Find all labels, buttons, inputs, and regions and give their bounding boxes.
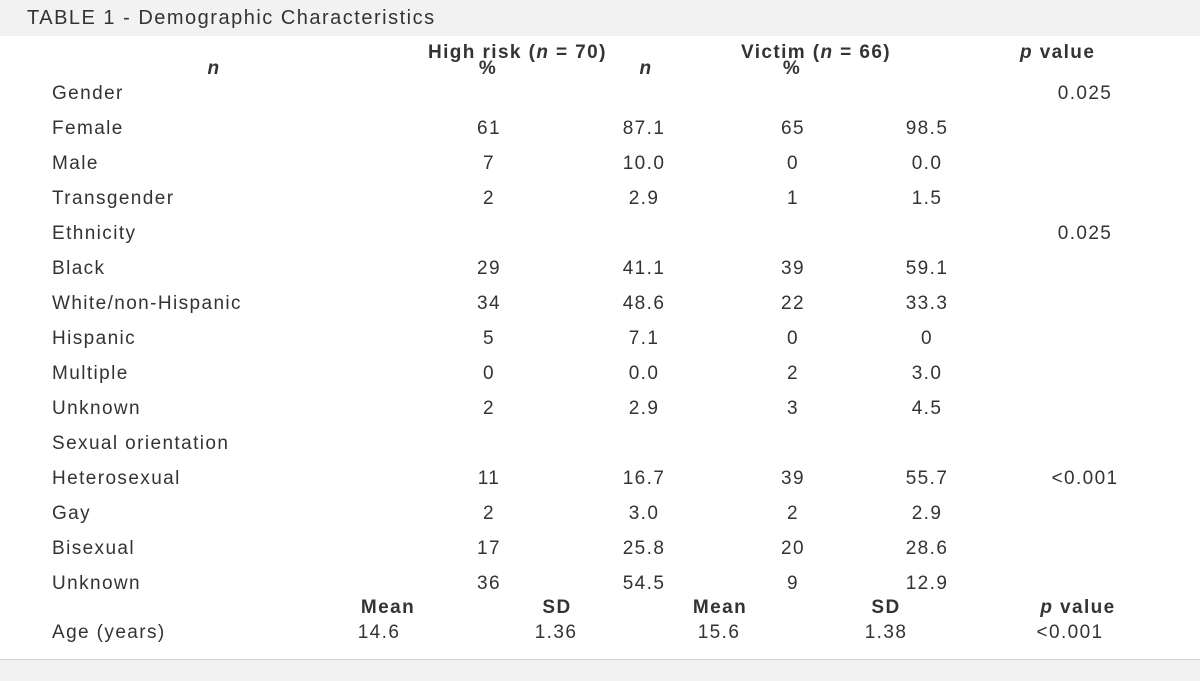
cell-victim-pct: 55.7: [905, 468, 949, 489]
table-title: TABLE 1 - Demographic Characteristics: [27, 7, 436, 29]
cell-high-risk-pct: 2.9: [628, 398, 660, 419]
age-sd-1: 1.36: [534, 622, 578, 643]
cell-high-risk-n: 61: [477, 118, 501, 139]
age-mean-1: 14.6: [357, 622, 401, 643]
header-group1: High risk (n = 70): [428, 42, 607, 63]
cell-victim-n: 20: [781, 538, 805, 559]
subheader-pct-1: %: [478, 58, 498, 79]
cell-high-risk-n: 7: [483, 153, 495, 174]
cell-victim-n: 39: [781, 258, 805, 279]
cell-high-risk-pct: 41.1: [622, 258, 666, 279]
row-label: Transgender: [52, 188, 175, 209]
cell-victim-n: 3: [787, 398, 799, 419]
row-label: Gay: [52, 503, 92, 524]
row-label: Hispanic: [52, 328, 137, 349]
cell-victim-n: 0: [787, 328, 799, 349]
bottom-bar: [0, 659, 1200, 681]
age-header-mean-1: Mean: [360, 597, 416, 618]
cell-victim-pct: 1.5: [911, 188, 943, 209]
header-n: n: [207, 58, 221, 79]
cell-high-risk-n: 36: [477, 573, 501, 594]
cell-high-risk-pct: 3.0: [628, 503, 660, 524]
subheader-pct-3: %: [782, 58, 802, 79]
age-label: Age (years): [52, 622, 166, 643]
cell-high-risk-n: 11: [477, 468, 501, 489]
cell-p-value: 0.025: [1057, 83, 1113, 104]
cell-p-value: 0.025: [1057, 223, 1113, 244]
age-header-p-value: p value: [1040, 597, 1116, 618]
cell-high-risk-n: 5: [483, 328, 495, 349]
cell-high-risk-n: 2: [483, 188, 495, 209]
row-label: Unknown: [52, 573, 142, 594]
cell-victim-pct: 2.9: [911, 503, 943, 524]
cell-victim-n: 22: [781, 293, 805, 314]
cell-high-risk-n: 34: [477, 293, 501, 314]
cell-victim-n: 2: [787, 363, 799, 384]
cell-victim-pct: 0.0: [911, 153, 943, 174]
cell-victim-pct: 12.9: [905, 573, 949, 594]
row-label: Gender: [52, 83, 124, 104]
row-label: Bisexual: [52, 538, 136, 559]
cell-high-risk-pct: 16.7: [622, 468, 666, 489]
title-bar: [0, 0, 1200, 36]
cell-high-risk-pct: 2.9: [628, 188, 660, 209]
cell-victim-pct: 33.3: [905, 293, 949, 314]
cell-high-risk-pct: 25.8: [622, 538, 666, 559]
age-sd-2: 1.38: [864, 622, 908, 643]
row-label: Black: [52, 258, 106, 279]
cell-high-risk-pct: 87.1: [622, 118, 666, 139]
cell-high-risk-n: 29: [477, 258, 501, 279]
header-group2: Victim (n = 66): [741, 42, 892, 63]
row-label: White/non-Hispanic: [52, 293, 242, 314]
age-mean-2: 15.6: [697, 622, 741, 643]
age-header-sd-1: SD: [542, 597, 572, 618]
cell-high-risk-pct: 7.1: [628, 328, 660, 349]
cell-high-risk-pct: 10.0: [622, 153, 666, 174]
cell-high-risk-n: 0: [483, 363, 495, 384]
row-label: Ethnicity: [52, 223, 137, 244]
age-header-mean-2: Mean: [692, 597, 748, 618]
row-label: Female: [52, 118, 124, 139]
row-label: Sexual orientation: [52, 433, 230, 454]
cell-victim-pct: 4.5: [911, 398, 943, 419]
cell-victim-n: 1: [787, 188, 799, 209]
cell-victim-pct: 28.6: [905, 538, 949, 559]
subheader-n-2: n: [639, 58, 653, 79]
cell-victim-n: 2: [787, 503, 799, 524]
cell-p-value: <0.001: [1051, 468, 1119, 489]
cell-high-risk-n: 2: [483, 503, 495, 524]
cell-victim-n: 39: [781, 468, 805, 489]
header-p-value: p value: [1020, 42, 1096, 63]
cell-victim-pct: 98.5: [905, 118, 949, 139]
cell-high-risk-pct: 0.0: [628, 363, 660, 384]
cell-victim-pct: 3.0: [911, 363, 943, 384]
cell-high-risk-pct: 54.5: [622, 573, 666, 594]
row-label: Multiple: [52, 363, 129, 384]
row-label: Unknown: [52, 398, 142, 419]
cell-victim-pct: 0: [921, 328, 933, 349]
cell-high-risk-pct: 48.6: [622, 293, 666, 314]
cell-victim-pct: 59.1: [905, 258, 949, 279]
cell-victim-n: 65: [781, 118, 805, 139]
age-p-value: <0.001: [1036, 622, 1104, 643]
cell-victim-n: 9: [787, 573, 799, 594]
cell-high-risk-n: 2: [483, 398, 495, 419]
age-header-sd-2: SD: [871, 597, 901, 618]
cell-high-risk-n: 17: [477, 538, 501, 559]
row-label: Heterosexual: [52, 468, 181, 489]
cell-victim-n: 0: [787, 153, 799, 174]
row-label: Male: [52, 153, 99, 174]
